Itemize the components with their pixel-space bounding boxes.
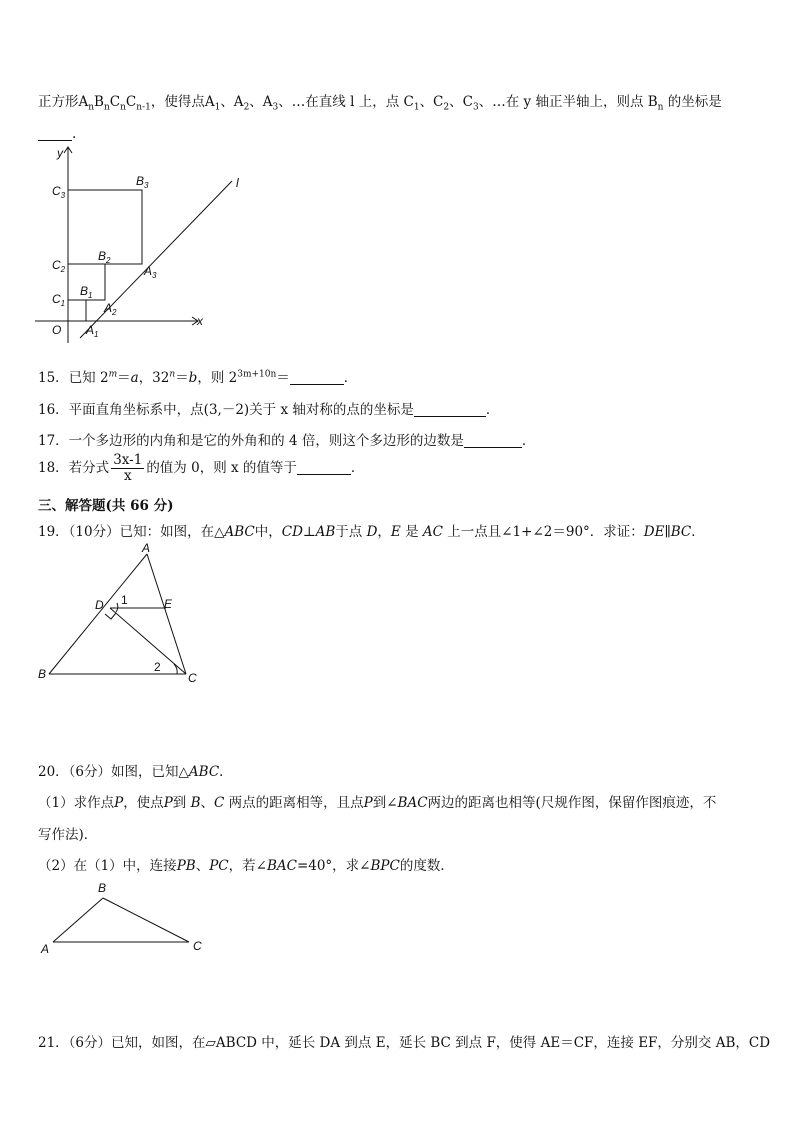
q20-part2: （2）在（1）中，连接PB、PC，若∠BAC=40°，求∠BPC的度数． [38,858,454,874]
label-angle-2: 2 [154,660,161,674]
answer-blank [290,370,344,385]
q17: 17．一个多边形的内角和是它的外角和的 4 倍，则这个多边形的边数是 ． [38,433,536,449]
q18: 18．若分式 $\frac{3x-1}{x}$ 的值为 0，则 x 的值等于 ． [38,452,365,484]
label-angle-1: 1 [121,593,128,607]
right-angle-mark [105,613,116,619]
answer-blank [464,433,522,448]
square-1 [68,300,86,321]
figure-q20 [36,878,216,958]
q20-part1: （1）求作点P，使点P到 B、C 两点的距离相等，且点P到∠BAC两边的距离也相等(尺规作图，保留作图痕迹，不 [38,795,717,811]
segment-bc [103,898,189,942]
q20: 20．（6分）如图，已知△ABC． [38,764,233,780]
label-c1: $C_1$ [52,292,66,308]
q21: 21．（6分）已知，如图，在▱ABCD 中，延长 DA 到点 E，延长 BC 到点 F，使得 AE＝CF，连接 EF，分别交 AB，CD [38,1035,771,1051]
label-b1: $B_1$ [80,284,93,300]
label-a: A [41,942,50,956]
fraction: $\frac{3x-1}{x}$ [113,452,143,484]
q16: 16．平面直角坐标系中，点(3,－2)关于 x 轴对称的点的坐标是 ． [38,402,500,418]
q20-part1-cont: 写作法)． [38,827,98,843]
figure-q19 [30,540,220,690]
figure-q14 [30,140,250,350]
q14-text: 正方形$A_nB_nC_nC_{n-1}$，使得点$A_1$、$A_2$、$A_3$、…在直线 l 上，点 $C_1$、$C_2$、$C_3$、…在 y 轴正半轴上，则点 $B_n$ 的坐标是 [38,94,722,113]
label-b3: $B_3$ [136,174,149,190]
label-c: C [188,671,197,685]
label-b: B [38,667,47,681]
label-c3: $C_3$ [52,184,66,200]
q14-answer-line: . [38,126,76,142]
label-a: A [142,541,151,555]
answer-blank [38,126,72,141]
label-b: B [98,881,107,895]
label-c: C [193,939,202,953]
label-c2: $C_2$ [52,258,66,274]
label-a1: $A_1$ [86,323,99,339]
segment-ab [49,554,147,674]
q19: 19．（10分）已知：如图，在△ABC中，CD⊥AB于点 D，E 是 AC 上一点且∠1+∠2＝90°．求证：DE∥BC． [38,524,705,540]
section-3-heading: 三、解答题(共 66 分) [38,498,174,514]
segment-ab [53,898,103,942]
answer-blank [414,402,486,417]
label-a2: $A_2$ [104,301,117,317]
q15: 15．已知 $2^m=a$，$32^n=b$，则 $2^{3m+10n}=$ ． [38,369,358,386]
segment-ac [147,554,186,674]
label-o: O [52,323,62,337]
label-a3: $A_3$ [144,264,157,280]
label-x: x [197,314,203,328]
label-l: l [236,176,239,190]
label-y: y [57,146,63,160]
label-e: E [164,597,173,611]
label-d: D [95,598,104,612]
label-b2: $B_2$ [98,249,111,265]
answer-blank [297,460,351,475]
